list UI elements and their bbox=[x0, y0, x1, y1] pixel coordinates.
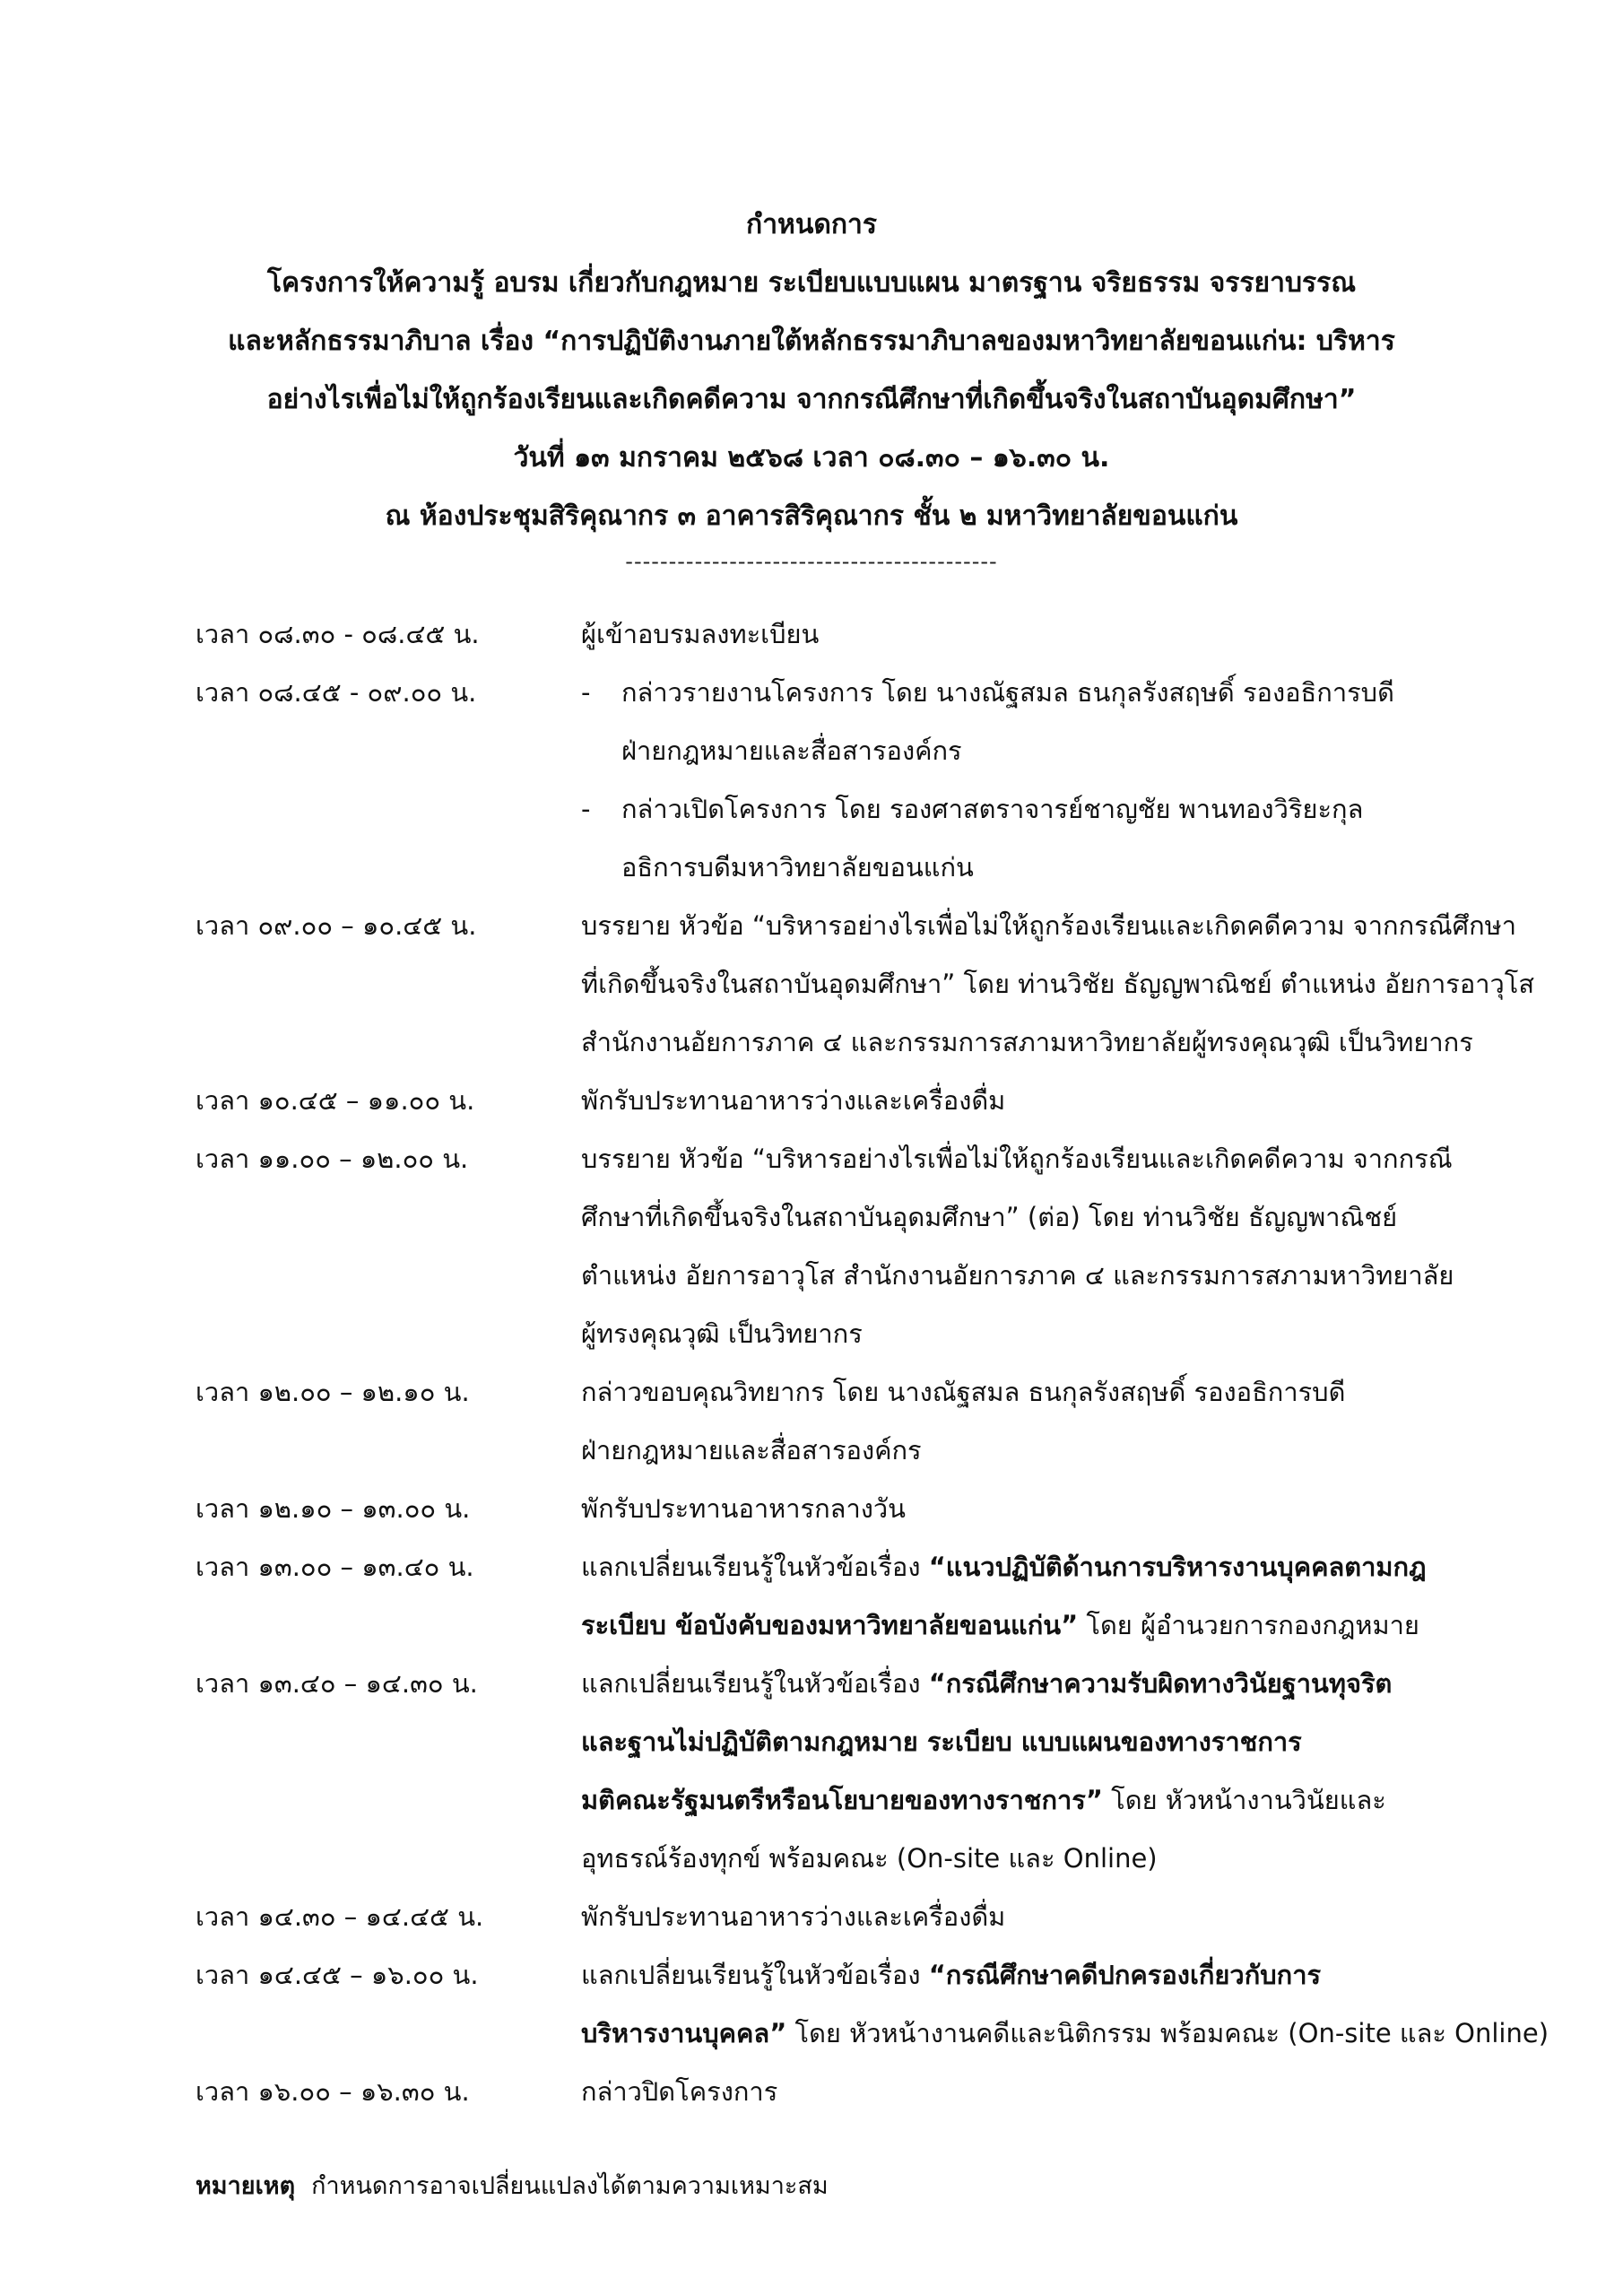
schedule-time: เวลา ๑๒.๐๐ – ๑๒.๑๐ น. bbox=[195, 1377, 470, 1407]
schedule-time: เวลา ๑๒.๑๐ – ๑๓.๐๐ น. bbox=[195, 1493, 471, 1524]
schedule-content bbox=[581, 1655, 1469, 1888]
text-segment: พักรับประทานอาหารกลางวัน bbox=[581, 1493, 907, 1524]
text-segment: กล่าวรายงานโครงการ โดย นางณัฐสมล ธนกุลรังสฤษดิ์ รองอธิการบดี bbox=[621, 677, 1394, 708]
text-segment: โดย ผู้อำนวยการกองกฎหมาย bbox=[1078, 1610, 1419, 1640]
header-line: โครงการให้ความรู้ อบรม เกี่ยวกับกฎหมาย ระเบียบแบบแผน มาตรฐาน จริยธรรม จรรยาบรรณ bbox=[266, 267, 1357, 299]
schedule-row bbox=[195, 1655, 1469, 1888]
schedule-row bbox=[195, 1072, 1469, 1130]
schedule-time: เวลา ๑๔.๔๕ – ๑๖.๐๐ น. bbox=[195, 1960, 479, 1990]
header-venue-line: ณ ห้องประชุมสิริคุณากร ๓ อาคารสิริคุณากร ชั้น ๒ มหาวิทยาลัยขอนแก่น bbox=[385, 500, 1238, 532]
text-segment: สำนักงานอัยการภาค ๔ และกรรมการสภามหาวิทยาลัยผู้ทรงคุณวุฒิ เป็นวิทยากร bbox=[581, 1027, 1473, 1057]
text-segment: ที่เกิดขึ้นจริงในสถาบันอุดมศึกษา” โดย ท่านวิชัย ธัญญพาณิชย์ ตำแหน่ง อัยการอาวุโส bbox=[581, 969, 1535, 999]
footnote-label: หมายเหตุ bbox=[195, 2172, 296, 2200]
schedule-text-line bbox=[621, 780, 1469, 839]
schedule-content bbox=[581, 1130, 1469, 1363]
header-line: และหลักธรรมาภิบาล เรื่อง “การปฏิบัติงานภายใต้หลักธรรมาภิบาลของมหาวิทยาลัยขอนแก่น: บริหาร bbox=[228, 326, 1395, 357]
text-segment: ตำแหน่ง อัยการอาวุโส สำนักงานอัยการภาค ๔ และกรรมการสภามหาวิทยาลัย bbox=[581, 1260, 1454, 1291]
schedule-text-line bbox=[621, 839, 1469, 897]
text-segment: ศึกษาที่เกิดขึ้นจริงในสถาบันอุดมศึกษา” (ต่อ) โดย ท่านวิชัย ธัญญพาณิชย์ bbox=[581, 1202, 1398, 1232]
text-segment: กล่าวปิดโครงการ bbox=[581, 2076, 778, 2107]
schedule-text-line bbox=[581, 2063, 1469, 2121]
schedule-row bbox=[195, 1888, 1469, 1946]
schedule-content bbox=[581, 1538, 1469, 1655]
bold-text: “แนวปฏิบัติด้านการบริหารงานบุคคลตามกฎ bbox=[928, 1552, 1427, 1582]
schedule-time: เวลา ๐๙.๐๐ – ๑๐.๔๕ น. bbox=[195, 910, 477, 941]
schedule-time: เวลา ๑๖.๐๐ – ๑๖.๓๐ น. bbox=[195, 2076, 470, 2107]
bold-text: ระเบียบ ข้อบังคับของมหาวิทยาลัยขอนแก่น” bbox=[581, 1610, 1079, 1640]
schedule-content bbox=[581, 1888, 1469, 1946]
header-separator: ------------------------------------------- bbox=[625, 549, 998, 574]
schedule-text-line bbox=[581, 1480, 1469, 1538]
schedule-content bbox=[581, 1363, 1469, 1480]
bullet-text bbox=[621, 664, 1469, 780]
schedule-text-line bbox=[581, 1655, 1469, 1713]
schedule-text-line bbox=[581, 1946, 1469, 2005]
schedule-content bbox=[581, 605, 1469, 664]
schedule-text-line bbox=[581, 1130, 1469, 1188]
text-segment: ฝ่ายกฎหมายและสื่อสารองค์กร bbox=[581, 1435, 922, 1465]
schedule-text-line bbox=[581, 1013, 1473, 1072]
text-segment: อธิการบดีมหาวิทยาลัยขอนแก่น bbox=[621, 852, 974, 883]
schedule-content bbox=[581, 1946, 1549, 2063]
schedule-table bbox=[195, 605, 1549, 2121]
schedule-time: เวลา ๑๐.๔๕ – ๑๑.๐๐ น. bbox=[195, 1085, 475, 1116]
schedule-content bbox=[581, 897, 1535, 1072]
schedule-row bbox=[195, 1480, 1469, 1538]
schedule-content bbox=[581, 664, 1469, 897]
schedule-time: เวลา ๑๑.๐๐ – ๑๒.๐๐ น. bbox=[195, 1144, 469, 1174]
bullet-item bbox=[581, 664, 1469, 780]
text-segment: บรรยาย หัวข้อ “บริหารอย่างไรเพื่อไม่ให้ถูกร้องเรียนและเกิดคดีความ จากกรณีศึกษา bbox=[581, 910, 1517, 941]
text-segment: พักรับประทานอาหารว่างและเครื่องดื่ม bbox=[581, 1901, 1006, 1932]
text-segment: พักรับประทานอาหารว่างและเครื่องดื่ม bbox=[581, 1085, 1006, 1116]
text-segment: แลกเปลี่ยนเรียนรู้ในหัวข้อเรื่อง bbox=[581, 1668, 929, 1699]
schedule-time: เวลา ๐๘.๔๕ - ๐๙.๐๐ น. bbox=[195, 677, 477, 708]
schedule-row bbox=[195, 605, 1469, 664]
schedule-text-line bbox=[581, 1713, 1469, 1771]
text-segment: โดย หัวหน้างานวินัยและ bbox=[1102, 1785, 1386, 1815]
schedule-text-line bbox=[581, 1247, 1469, 1305]
schedule-row bbox=[195, 1130, 1469, 1363]
schedule-text-line bbox=[581, 1422, 1469, 1480]
schedule-text-line bbox=[581, 1188, 1469, 1247]
schedule-text-line bbox=[581, 1538, 1469, 1596]
text-segment: แลกเปลี่ยนเรียนรู้ในหัวข้อเรื่อง bbox=[581, 1960, 929, 1990]
schedule-row bbox=[195, 2063, 1469, 2121]
bold-text: มติคณะรัฐมนตรีหรือนโยบายของทางราชการ” bbox=[581, 1785, 1103, 1815]
schedule-text-line bbox=[581, 1596, 1469, 1655]
footnote bbox=[195, 2166, 829, 2205]
schedule-row bbox=[195, 1538, 1469, 1655]
schedule-text-line bbox=[581, 1888, 1469, 1946]
schedule-text-line bbox=[581, 1771, 1469, 1830]
header-date-line: วันที่ ๑๓ มกราคม ๒๕๖๘ เวลา ๐๘.๓๐ – ๑๖.๓๐ น. bbox=[513, 442, 1110, 474]
schedule-text-line bbox=[621, 722, 1469, 780]
schedule-time: เวลา ๑๓.๐๐ – ๑๓.๔๐ น. bbox=[195, 1552, 474, 1582]
bold-text: “กรณีศึกษาคดีปกครองเกี่ยวกับการ bbox=[928, 1960, 1322, 1990]
text-segment: ผู้ทรงคุณวุฒิ เป็นวิทยากร bbox=[581, 1318, 863, 1349]
bold-text: บริหารงานบุคคล” bbox=[581, 2018, 787, 2048]
schedule-row bbox=[195, 1946, 1549, 2063]
schedule-content bbox=[581, 1480, 1469, 1538]
footnote-text: กำหนดการอาจเปลี่ยนแปลงได้ตามความเหมาะสม bbox=[311, 2172, 829, 2200]
document-title: กำหนดการ bbox=[746, 209, 877, 240]
bold-text: “กรณีศึกษาความรับผิดทางวินัยฐานทุจริต bbox=[928, 1668, 1393, 1699]
schedule-time: เวลา ๐๘.๓๐ - ๐๘.๔๕ น. bbox=[195, 619, 480, 649]
text-segment: กล่าวขอบคุณวิทยากร โดย นางณัฐสมล ธนกุลรังสฤษดิ์ รองอธิการบดี bbox=[581, 1377, 1346, 1407]
schedule-row bbox=[195, 1363, 1469, 1480]
schedule-text-line bbox=[581, 1830, 1469, 1888]
bullet-text bbox=[621, 780, 1469, 897]
schedule-row bbox=[195, 897, 1535, 1072]
schedule-text-line bbox=[581, 605, 1469, 664]
schedule-text-line bbox=[581, 897, 1517, 955]
schedule-row bbox=[195, 664, 1469, 897]
bullet-item bbox=[581, 780, 1469, 897]
schedule-text-line bbox=[581, 1363, 1469, 1422]
schedule-text-line bbox=[581, 955, 1535, 1013]
schedule-content bbox=[581, 1072, 1469, 1130]
bold-text: และฐานไม่ปฏิบัติตามกฎหมาย ระเบียบ แบบแผนของทางราชการ bbox=[581, 1726, 1302, 1757]
text-segment: ฝ่ายกฎหมายและสื่อสารองค์กร bbox=[621, 735, 962, 766]
schedule-time: เวลา ๑๔.๓๐ – ๑๔.๔๕ น. bbox=[195, 1901, 484, 1932]
text-segment: บรรยาย หัวข้อ “บริหารอย่างไรเพื่อไม่ให้ถูกร้องเรียนและเกิดคดีความ จากกรณี bbox=[581, 1144, 1453, 1174]
schedule-text-line bbox=[581, 1305, 1469, 1363]
text-segment: โดย หัวหน้างานคดีและนิติกรรม พร้อมคณะ (On-site และ Online) bbox=[786, 2018, 1549, 2048]
text-segment: ผู้เข้าอบรมลงทะเบียน bbox=[581, 619, 820, 649]
schedule-time: เวลา ๑๓.๔๐ – ๑๔.๓๐ น. bbox=[195, 1668, 478, 1699]
bullet-dash: - bbox=[581, 677, 591, 708]
bullet-dash: - bbox=[581, 794, 591, 824]
document-header bbox=[161, 196, 1462, 545]
schedule-text-line bbox=[581, 1072, 1469, 1130]
text-segment: แลกเปลี่ยนเรียนรู้ในหัวข้อเรื่อง bbox=[581, 1552, 929, 1582]
text-segment: อุทธรณ์ร้องทุกข์ พร้อมคณะ (On-site และ Online) bbox=[581, 1843, 1158, 1874]
text-segment: กล่าวเปิดโครงการ โดย รองศาสตราจารย์ชาญชัย พานทองวิริยะกุล bbox=[621, 794, 1364, 824]
schedule-text-line bbox=[581, 2005, 1549, 2063]
header-line: อย่างไรเพื่อไม่ให้ถูกร้องเรียนและเกิดคดีความ จากกรณีศึกษาที่เกิดขึ้นจริงในสถาบันอุดมศึกษา” bbox=[266, 384, 1357, 415]
schedule-content bbox=[581, 2063, 1469, 2121]
schedule-text-line bbox=[621, 664, 1469, 722]
